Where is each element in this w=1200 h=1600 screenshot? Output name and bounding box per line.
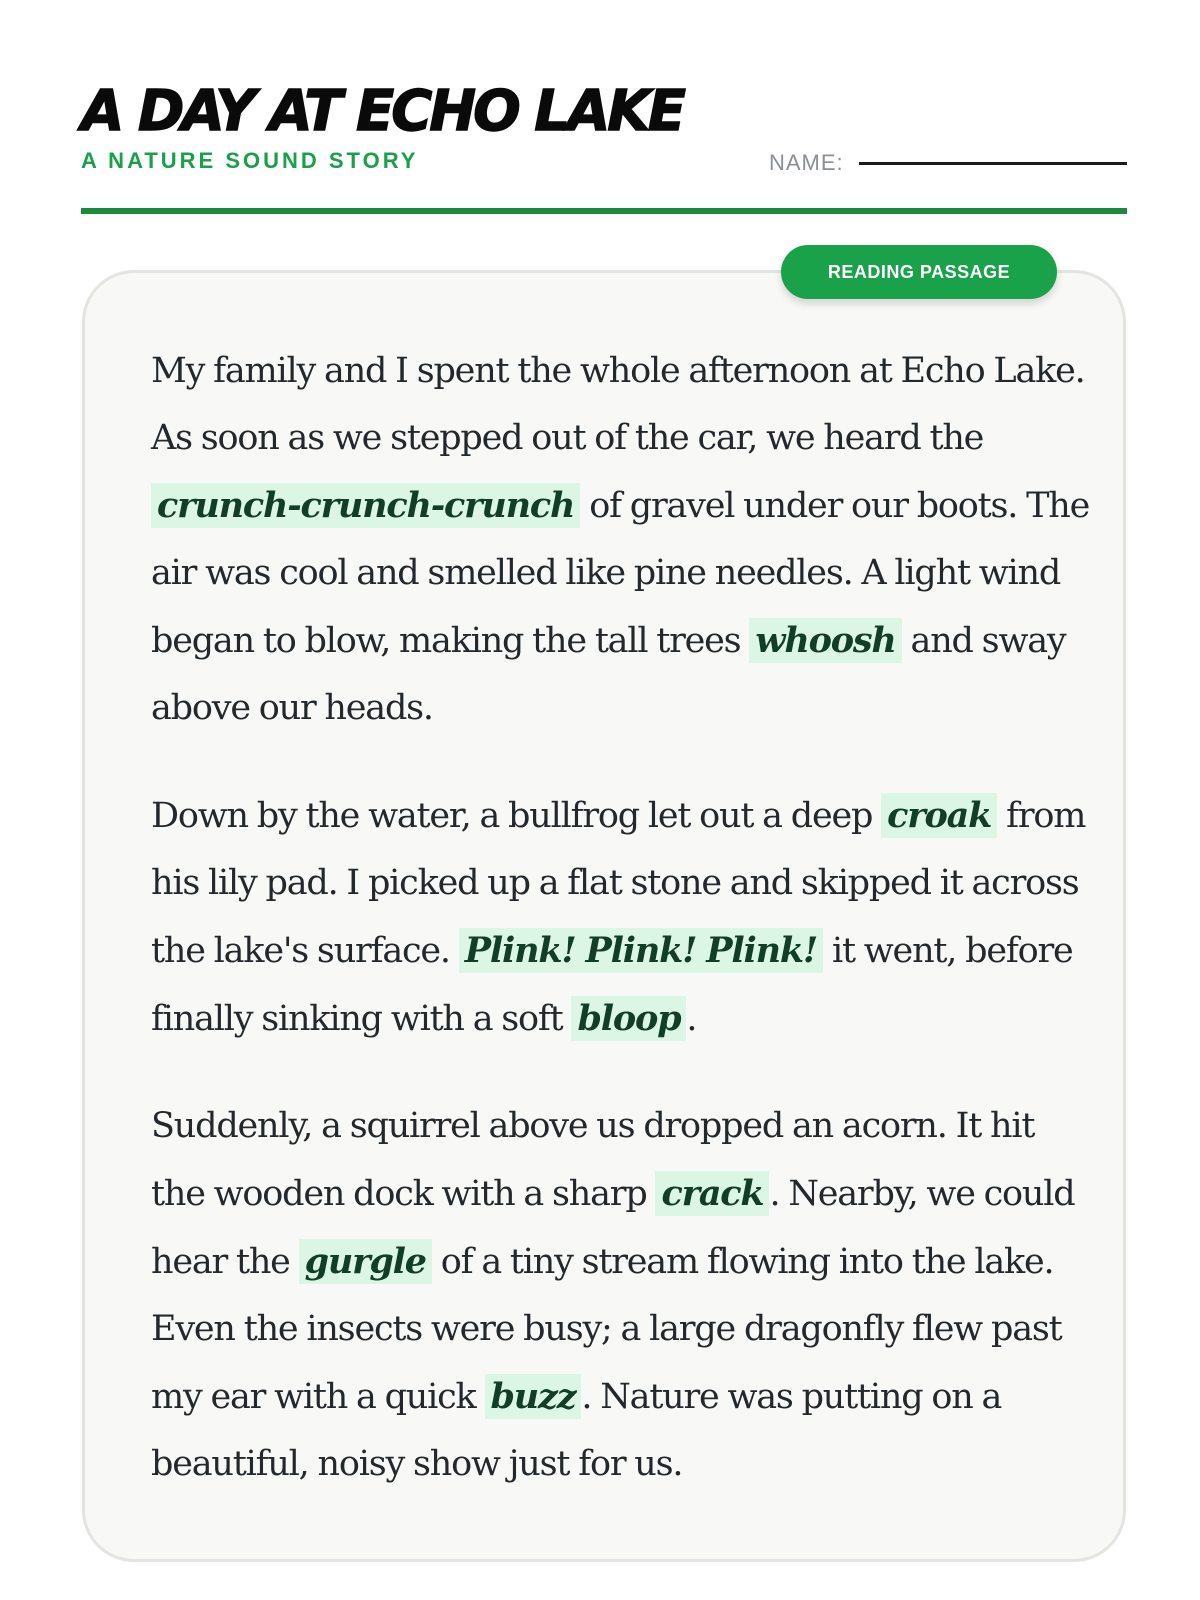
- reading-passage-badge: READING PASSAGE: [781, 245, 1057, 299]
- passage-paragraph-1: [151, 338, 1091, 742]
- page-title: A DAY AT ECHO LAKE: [81, 79, 683, 144]
- sound-word-highlight: crunch-crunch-crunch: [151, 483, 580, 528]
- passage-text: . Nature was putting on a beautiful, noisy show just for us.: [151, 1377, 1002, 1484]
- passage-text: My family and I spent the whole afternoon at Echo Lake. As soon as we stepped out of the car, we heard the: [151, 351, 1085, 458]
- reading-passage: [151, 338, 1091, 1498]
- sound-word-highlight: bloop: [571, 996, 686, 1041]
- passage-text: it went, before finally sinking with a soft: [151, 931, 1073, 1039]
- sound-word-highlight: gurgle: [299, 1239, 432, 1284]
- sound-word-highlight: croak: [881, 793, 997, 838]
- passage-text: . Nearby, we could hear the: [151, 1174, 1075, 1282]
- name-label: NAME:: [769, 150, 844, 175]
- passage-paragraph-3: [151, 1093, 1091, 1498]
- page-subtitle: A NATURE SOUND STORY: [81, 148, 419, 173]
- header-divider: [81, 208, 1127, 214]
- passage-text: Suddenly, a squirrel above us dropped an acorn. It hit the wooden dock with a sharp: [151, 1106, 1035, 1214]
- passage-text: from his lily pad. I picked up a flat stone and skipped it across the lake's surface.: [151, 796, 1086, 971]
- passage-text: .: [686, 999, 697, 1039]
- sound-word-highlight: crack: [655, 1171, 769, 1216]
- passage-text: and sway above our heads.: [151, 621, 1066, 728]
- passage-text: of gravel under our boots. The air was cool and smelled like pine needles. A light wind began to blow, making the tall trees: [151, 486, 1090, 661]
- sound-word-highlight: buzz: [485, 1374, 582, 1419]
- sound-word-highlight: Plink! Plink! Plink!: [459, 928, 823, 973]
- passage-text: Down by the water, a bullfrog let out a deep: [151, 796, 873, 836]
- worksheet-header: [81, 78, 1127, 214]
- sound-word-highlight: whoosh: [749, 618, 901, 663]
- passage-text: of a tiny stream flowing into the lake. Even the insects were busy; a large dragonfly flew past my ear with a quick: [151, 1242, 1062, 1417]
- passage-paragraph-2: [151, 782, 1091, 1053]
- name-write-line: [859, 162, 1127, 165]
